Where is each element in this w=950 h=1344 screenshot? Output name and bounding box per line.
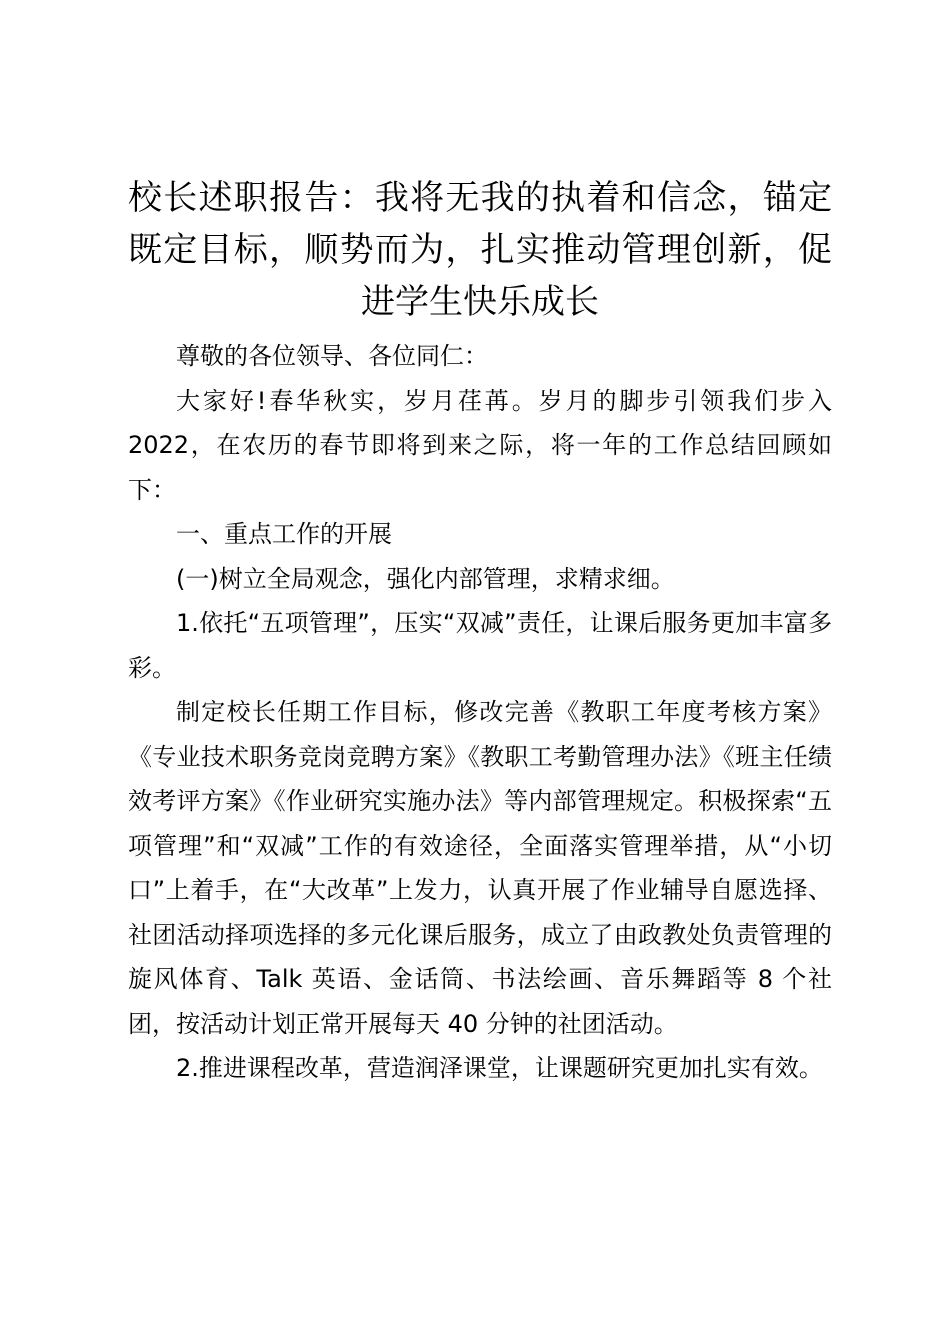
salutation: 尊敬的各位领导、各位同仁： [176, 342, 488, 370]
document-page [128, 172, 832, 1091]
body-paragraph: 制定校长任期工作目标，修改完善《教职工年度考核方案》《专业技术职务竞岗竞聘方案》《教职工考勤管理办法》《班主任绩效考评方案》《作业研究实施办法》等内部管理规定。积极探索“五项管理”和“双减”工作的有效途径，全面落实管理举措，从“小切口”上着手，在“大改革”上发力，认真开展了作业辅导自愿选择、社团活动择项选择的多元化课后服务，成立了由政教处负责管理的旋风体育、Talk 英语、金话筒、书法绘画、音乐舞蹈等 8 个社团，按活动计划正常开展每天 40 分钟的社团活动。 [128, 698, 832, 1038]
item-heading-1: 1.依托“五项管理”，压实“双减”责任，让课后服务更加丰富多彩。 [128, 609, 832, 682]
subsection-heading-1: (一)树立全局观念，强化内部管理，求精求细。 [176, 564, 675, 593]
item-heading-2: 2.推进课程改革，营造润泽课堂，让课题研究更加扎实有效。 [176, 1054, 823, 1082]
document-title: 校长述职报告：我将无我的执着和信念，锚定既定目标，顺势而为，扎实推动管理创新，促进学生快乐成长 [128, 178, 832, 322]
opening-paragraph: 大家好!春华秋实，岁月荏苒。岁月的脚步引领我们步入2022，在农历的春节即将到来之际，将一年的工作总结回顾如下： [128, 386, 832, 504]
section-heading-1: 一、重点工作的开展 [176, 520, 392, 548]
